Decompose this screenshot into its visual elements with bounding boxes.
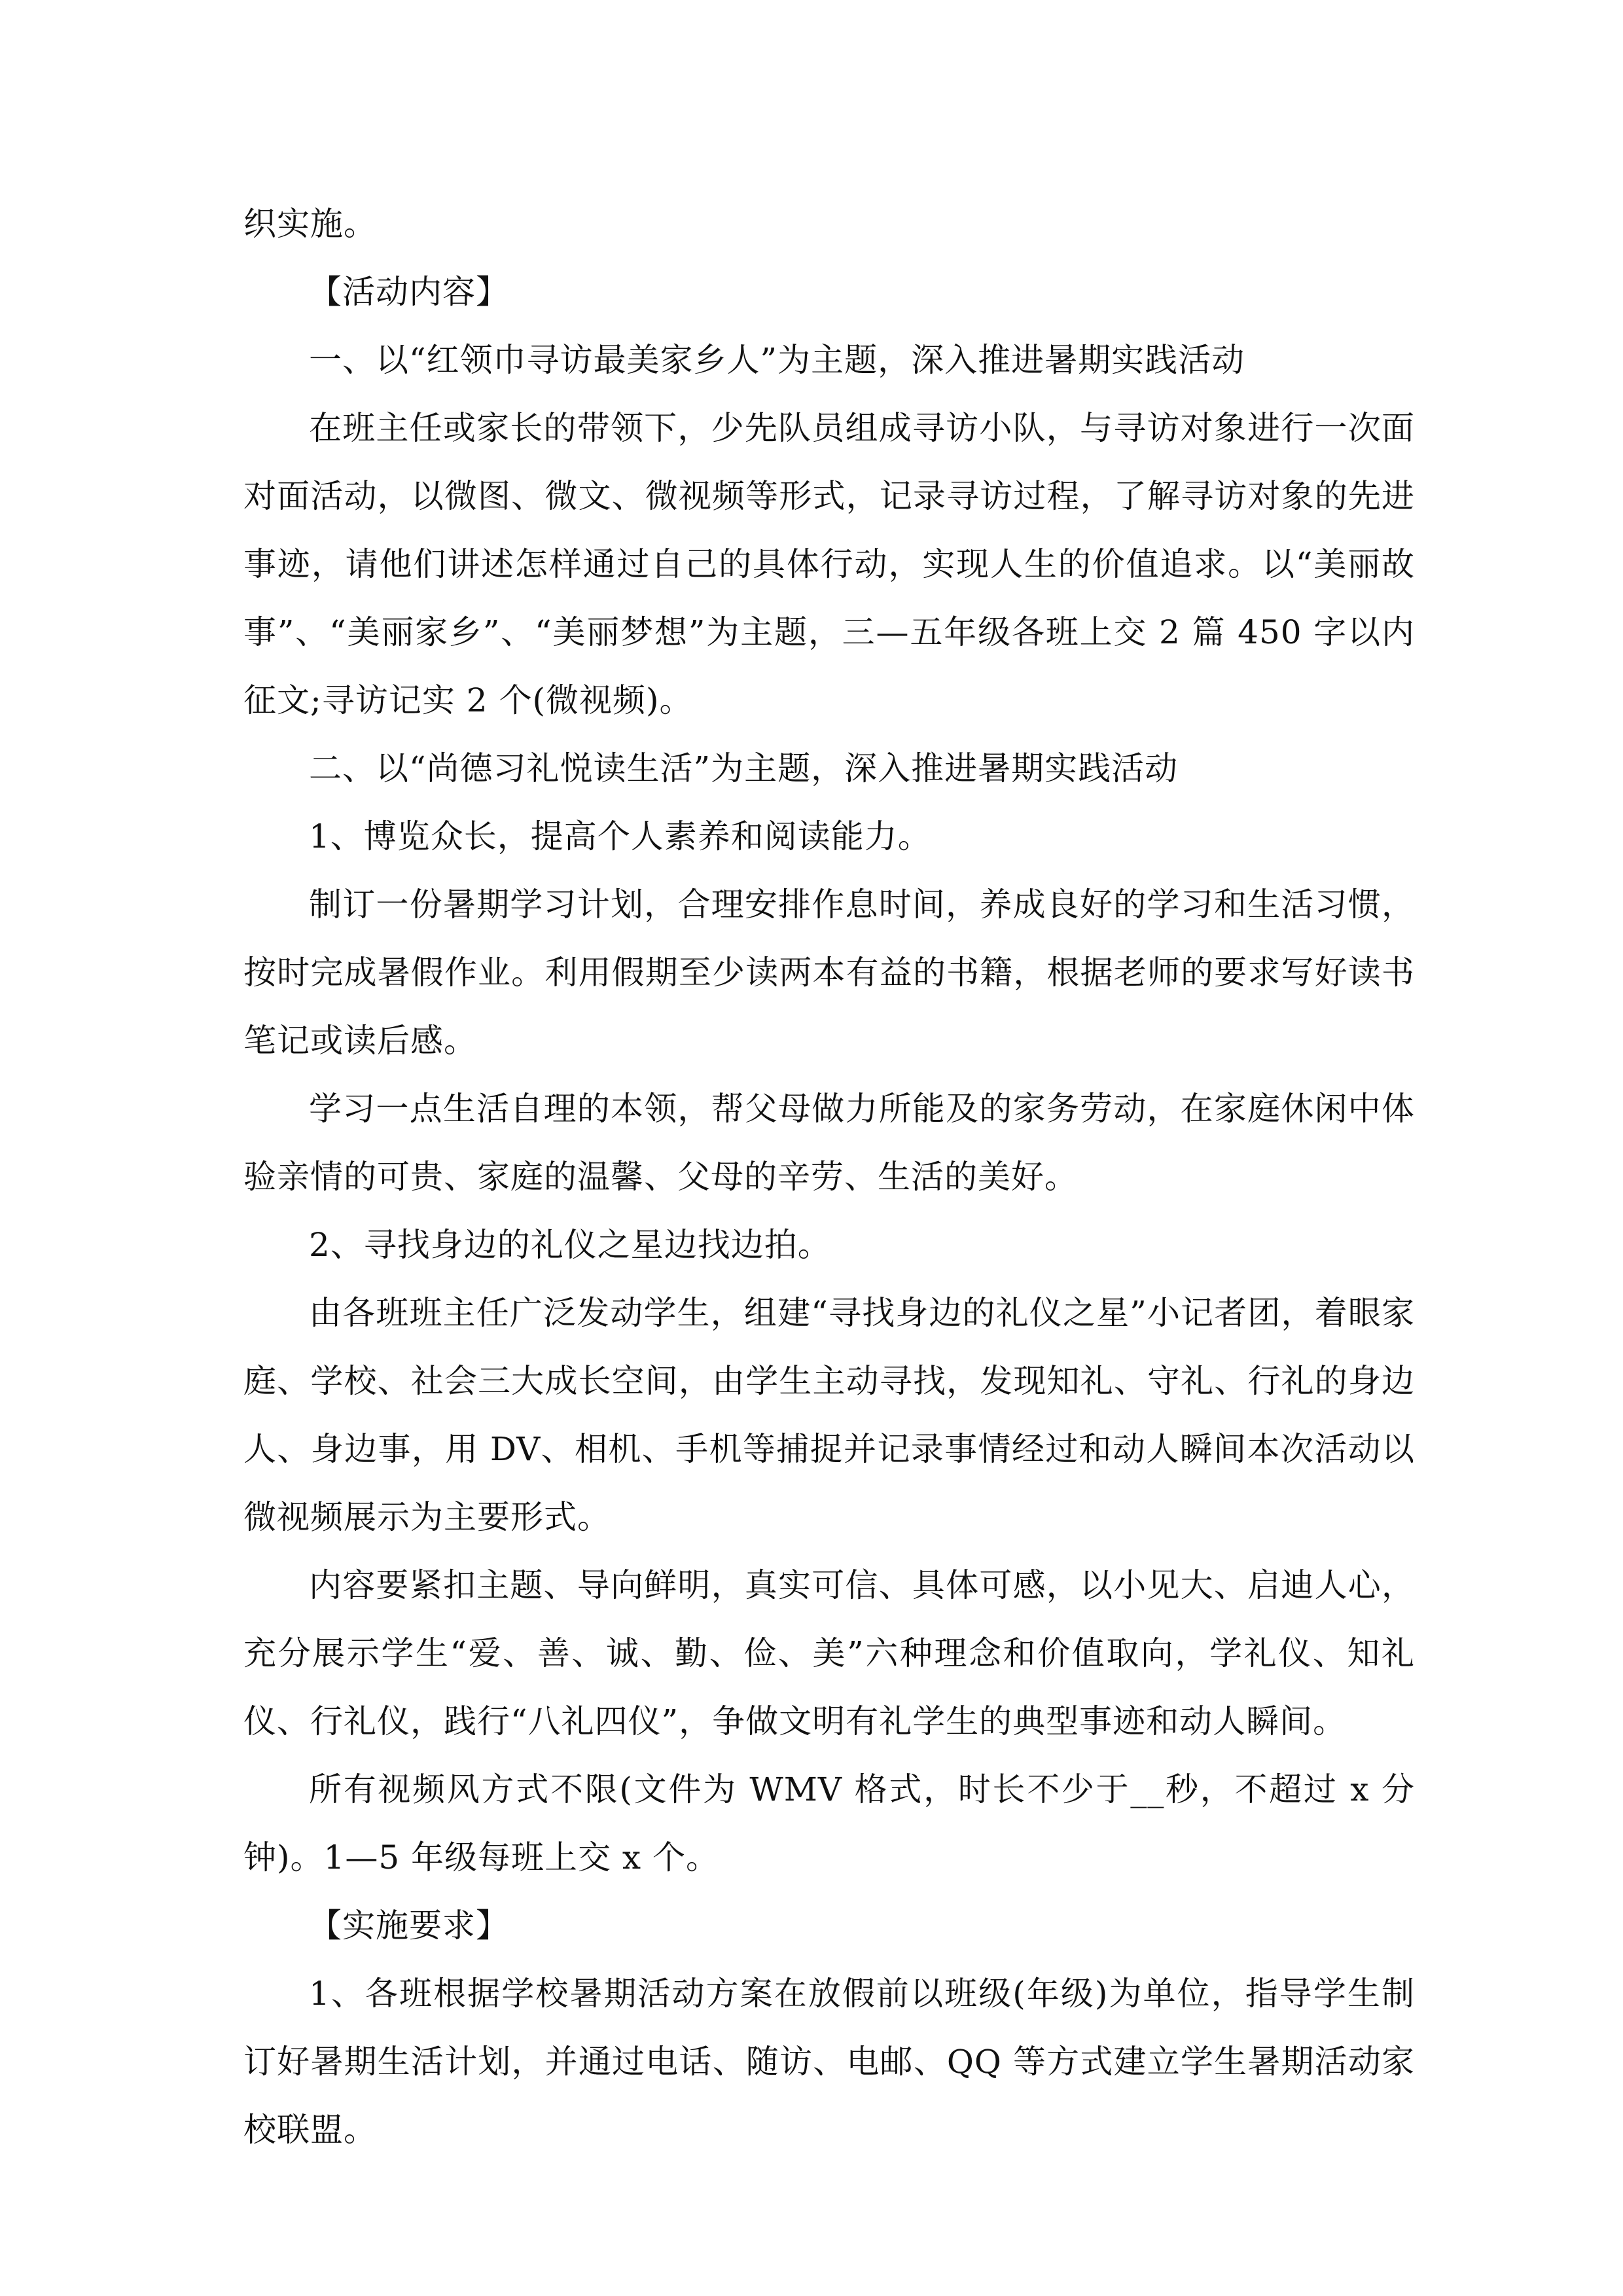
- paragraph-etiquette-star: 由各班班主任广泛发动学生，组建“寻找身边的礼仪之星”小记者团，着眼家庭、学校、社会三大成长空间，由学生主动寻找，发现知礼、守礼、行礼的身边人、身边事，用 DV、相机、手机等捕捉并记录事情经过和动人瞬间本次活动以微视频展示为主要形式。: [243, 1294, 1415, 1536]
- paragraph-continuation: 织实施。: [243, 205, 377, 243]
- document-body: [243, 190, 1415, 2164]
- subitem-heading-2-1: 1、博览众长，提高个人素养和阅读能力。: [309, 817, 931, 855]
- paragraph-study-plan: 制订一份暑期学习计划，合理安排作息时间，养成良好的学习和生活习惯，按时完成暑假作业。利用假期至少读两本有益的书籍，根据老师的要求写好读书笔记或读后感。: [243, 886, 1415, 1060]
- item-heading-2: 二、以“尚德习礼悦读生活”为主题，深入推进暑期实践活动: [309, 749, 1179, 787]
- paragraph-content-requirements: 内容要紧扣主题、导向鲜明，真实可信、具体可感，以小见大、启迪人心，充分展示学生“爱、善、诚、勤、俭、美”六种理念和价值取向，学礼仪、知礼仪、行礼仪，践行“八礼四仪”，争做文明有礼学生的典型事迹和动人瞬间。: [243, 1566, 1415, 1740]
- item-heading-1: 一、以“红领巾寻访最美家乡人”为主题，深入推进暑期实践活动: [309, 341, 1245, 379]
- section-heading-activity-content: 【活动内容】: [309, 273, 509, 311]
- paragraph-item-1-body: 在班主任或家长的带领下，少先队员组成寻访小队，与寻访对象进行一次面对面活动，以微图、微文、微视频等形式，记录寻访过程，了解寻访对象的先进事迹，请他们讲述怎样通过自己的具体行动，实现人生的价值追求。以“美丽故事”、“美丽家乡”、“美丽梦想”为主题，三—五年级各班上交 2 篇 450 字以内征文;寻访记实 2 个(微视频)。: [243, 409, 1415, 719]
- subitem-heading-2-2: 2、寻找身边的礼仪之星边找边拍。: [309, 1226, 831, 1264]
- paragraph-video-format: 所有视频风方式不限(文件为 WMV 格式，时长不少于__秒，不超过 x 分钟)。1—5 年级每班上交 x 个。: [243, 1770, 1415, 1876]
- section-heading-implementation: 【实施要求】: [309, 1907, 509, 1945]
- paragraph-life-skills: 学习一点生活自理的本领，帮父母做力所能及的家务劳动，在家庭休闲中体验亲情的可贵、家庭的温馨、父母的辛劳、生活的美好。: [243, 1090, 1415, 1196]
- paragraph-implementation-1: 1、各班根据学校暑期活动方案在放假前以班级(年级)为单位，指导学生制订好暑期生活计划，并通过电话、随访、电邮、QQ 等方式建立学生暑期活动家校联盟。: [243, 1975, 1415, 2149]
